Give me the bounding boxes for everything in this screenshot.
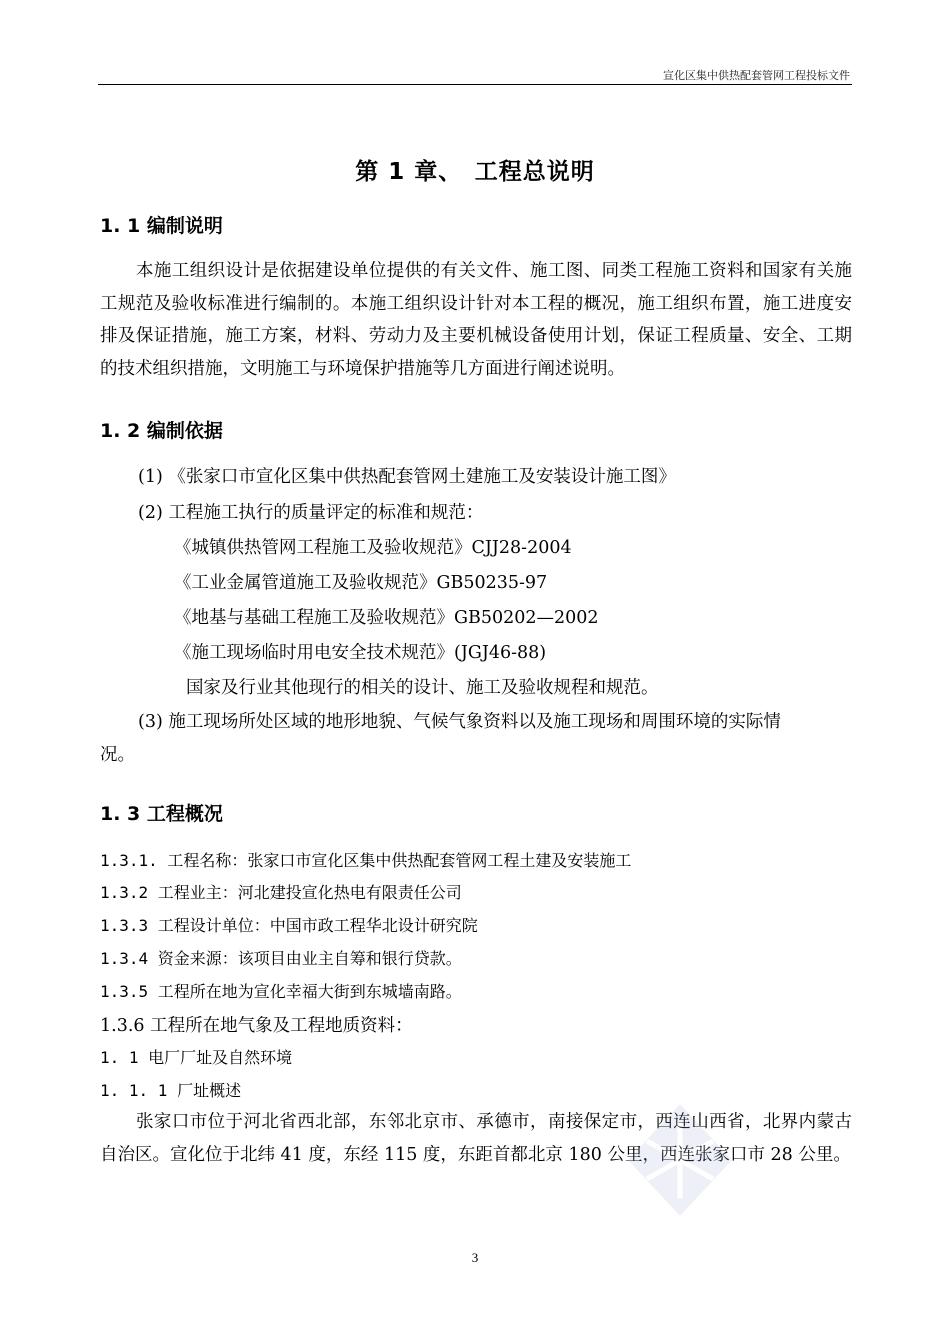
basis-item-3-cont: 况。 [100,745,135,765]
subsection-heading [100,1045,292,1068]
basis-item-3: (3) 施工现场所处区域的地形地貌、气候气象资料以及施工现场和周围环境的实际情 [138,712,781,732]
overview-line [100,946,462,969]
overview-line-text: 1.3.4 资金来源：该项目由业主自筹和银行贷款。 [100,949,462,968]
standard-item: 《地基与基础工程施工及验收规范》GB50202—2002 [174,608,599,628]
overview-line-6: 1.3.6 工程所在地气象及工程地质资料： [100,1016,413,1036]
overview-line-text: 1.3.1. 工程名称：张家口市宣化区集中供热配套管网工程土建及安装施工 [100,851,632,870]
chapter-title: 第 1 章、 工程总说明 [355,159,595,185]
basis-item-2: (2) 工程施工执行的质量评定的标准和规范： [138,503,484,523]
running-header: 宣化区集中供热配套管网工程投标文件 [663,69,850,82]
subsection-heading-text: 1. 1. 1 厂址概述 [100,1081,242,1100]
standard-item: 国家及行业其他现行的相关的设计、施工及验收规程和规范。 [186,678,659,698]
overview-line-text: 1.3.3 工程设计单位：中国市政工程华北设计研究院 [100,916,478,935]
basis-item-1: (1) 《张家口市宣化区集中供热配套管网土建施工及安装设计施工图》 [138,467,676,487]
section-heading-1-2: 1. 2 编制依据 [100,420,223,442]
section-heading-1-1: 1. 1 编制说明 [100,215,223,237]
overview-line [100,880,462,903]
site-paragraph: 张家口市位于河北省西北部，东邻北京市、承德市，南接保定市，西连山西省，北界内蒙古自治区。宣化位于北纬 41 度，东经 115 度，东距首都北京 180 公里，西连张家口市 28 公里。 [100,1112,852,1165]
page-number: 3 [471,1250,479,1265]
standard-item: 《工业金属管道施工及验收规范》GB50235-97 [174,573,548,593]
standard-item: 《城镇供热管网工程施工及验收规范》CJJ28-2004 [174,538,572,558]
subsection-heading [100,1078,241,1101]
watermark-logo-icon [620,1100,740,1220]
standard-item: 《施工现场临时用电安全技术规范》(JGJ46-88) [174,643,547,663]
header-rule [98,84,852,85]
overview-line [100,913,478,936]
overview-line-text: 1.3.5 工程所在地为宣化幸福大街到东城墙南路。 [100,982,462,1001]
overview-line-text: 1.3.2 工程业主：河北建投宣化热电有限责任公司 [100,883,462,902]
section-1-1-paragraph: 本施工组织设计是依据建设单位提供的有关文件、施工图、同类工程施工资料和国家有关施工规范及验收标准进行编制的。本施工组织设计针对本工程的概况，施工组织布置，施工进度安排及保证措施，施工方案，材料、劳动力及主要机械设备使用计划，保证工程质量、安全、工期的技术组织措施，文明施工与环境保护措施等几方面进行阐述说明。 [100,261,852,379]
overview-line [100,848,631,871]
section-heading-1-3: 1. 3 工程概况 [100,803,223,825]
subsection-heading-text: 1. 1 电厂厂址及自然环境 [100,1048,293,1067]
overview-line [100,979,462,1002]
